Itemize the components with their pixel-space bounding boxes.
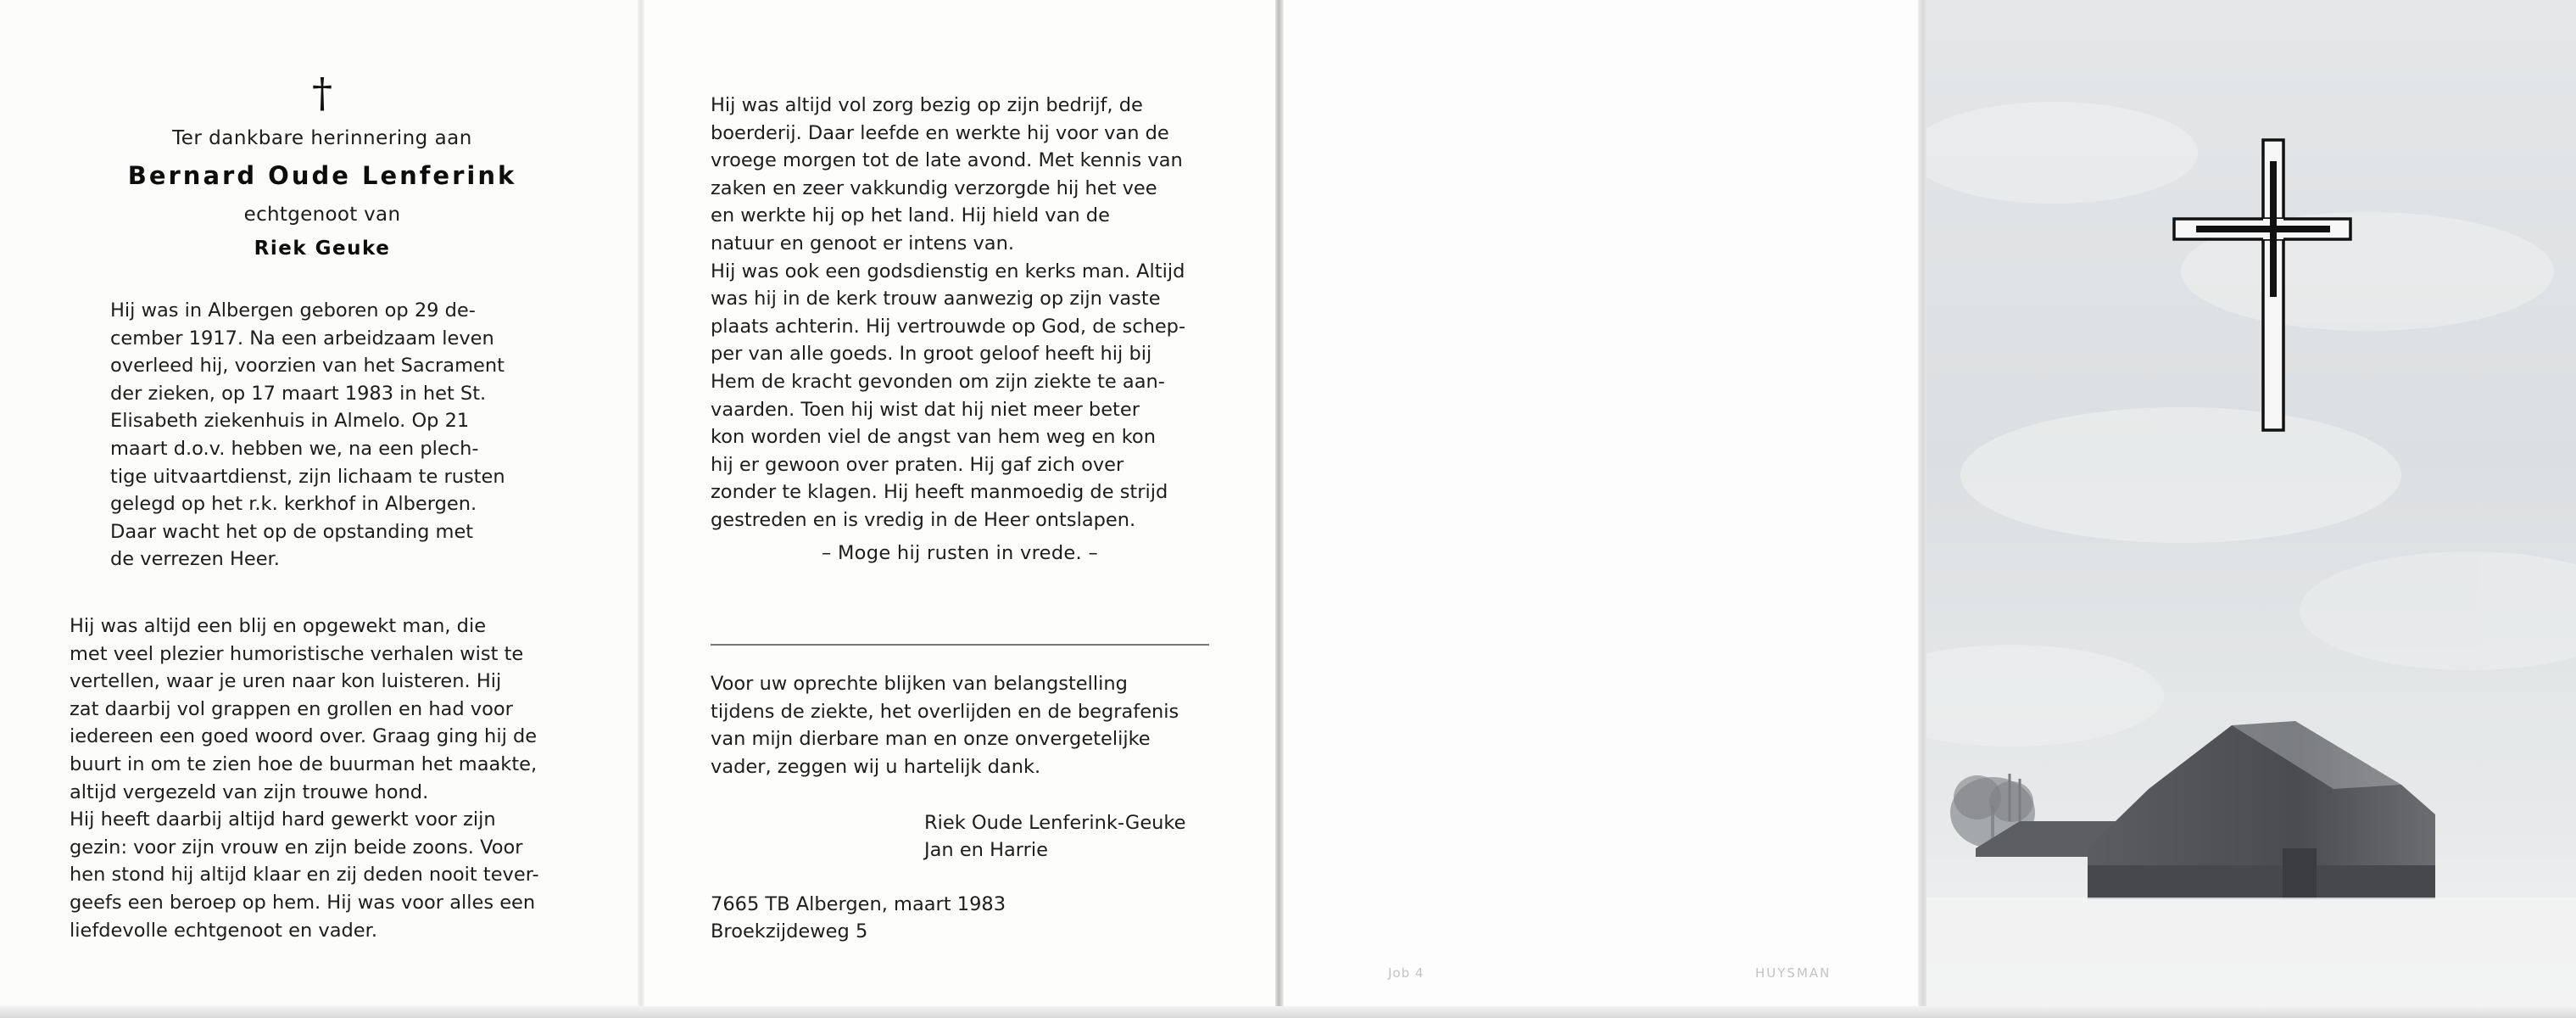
character-text <box>70 612 566 944</box>
biography-text <box>110 297 526 573</box>
text-line: Daar wacht het op de opstanding met <box>110 520 474 543</box>
text-line: buurt in om te zien hoe de buurman het maakte, <box>70 752 538 775</box>
text-line: zonder te klagen. Hij heeft manmoedig de strijd <box>711 481 1168 504</box>
text-line: Hij was in Albergen geboren op 29 de- <box>110 299 476 322</box>
text-line: tige uitvaartdienst, zijn lichaam te rusten <box>110 465 505 488</box>
text-line: der zieken, op 17 maart 1983 in het St. <box>110 382 487 405</box>
front-cover <box>1926 0 2576 1018</box>
back-page <box>1291 0 1926 1018</box>
text-line: gezin: voor zijn vrouw en zijn beide zoons. Voor <box>70 836 523 859</box>
text-line: cember 1917. Na een arbeidzaam leven <box>110 327 494 350</box>
spouse-intro: echtgenoot van <box>243 204 401 226</box>
card-fold <box>1275 0 1284 1018</box>
thanks-text <box>711 670 1209 780</box>
text-line: tijdens de ziekte, het overlijden en de begrafenis <box>711 700 1179 723</box>
text-line: maart d.o.v. hebben we, na een plech- <box>110 437 479 460</box>
text-line: kon worden viel de angst van hem weg en kon <box>711 426 1156 449</box>
closing-prayer: – Moge hij rusten in vrede. – <box>821 542 1099 564</box>
address-line: Broekzijdeweg 5 <box>711 920 868 942</box>
text-line: Hij was altijd vol zorg bezig op zijn bedrijf, de <box>711 94 1143 116</box>
text-line: Hij was ook een godsdienstig en kerks man. Altijd <box>711 260 1185 282</box>
text-line: zaken en zeer vakkundig verzorgde hij het vee <box>711 176 1157 199</box>
text-line: zat daarbij vol grappen en grollen en had voor <box>70 697 513 720</box>
text-line: geefs een beroep op hem. Hij was voor alles een <box>70 891 536 914</box>
text-line: vaarden. Toen hij wist dat hij niet meer beter <box>711 398 1140 421</box>
text-line: Hij heeft daarbij altijd hard gewerkt voor zijn <box>70 808 496 831</box>
text-line: met veel plezier humoristische verhalen wist te <box>70 642 524 665</box>
text-line: iedereen een goed woord over. Graag ging hij de <box>70 725 538 748</box>
text-line: natuur en genoot er intens van. <box>711 232 1015 255</box>
page-gutter <box>638 0 644 1018</box>
signer-name: Riek Oude Lenferink-Geuke <box>924 812 1186 834</box>
farm-photo <box>1926 0 2576 1018</box>
snow-foreground <box>1926 898 2576 1018</box>
text-line: vroege morgen tot de late avond. Met kennis van <box>711 149 1183 172</box>
text-line: vader, zeggen wij u hartelijk dank. <box>711 755 1041 778</box>
left-page <box>0 0 644 1018</box>
scan-edge <box>0 1006 2576 1018</box>
signer-name: Jan en Harrie <box>924 839 1048 861</box>
text-line: hen stond hij altijd klaar en zij deden nooit tever- <box>70 864 539 887</box>
address-line: 7665 TB Albergen, maart 1983 <box>711 893 1006 915</box>
text-line: gestreden en is vredig in de Heer ontslapen. <box>711 508 1136 531</box>
divider-line <box>711 644 1209 646</box>
spouse-name: Riek Geuke <box>254 238 391 260</box>
text-line: plaats achterin. Hij vertrouwde op God, de schep- <box>711 315 1186 338</box>
text-line: van mijn dierbare man en onze onvergetelijke <box>711 728 1151 751</box>
text-line: liefdevolle echtgenoot en vader. <box>70 919 377 942</box>
text-line: en werkte hij op het land. Hij hield van de <box>711 204 1110 227</box>
deceased-name: Bernard Oude Lenferink <box>127 161 517 190</box>
text-line: de verrezen Heer. <box>110 548 280 571</box>
text-line: Hij was altijd een blij en opgewekt man, die <box>70 615 487 637</box>
cross-icon: † <box>312 70 332 117</box>
faith-text <box>711 92 1209 534</box>
text-line: vertellen, waar je uren naar kon luisteren. Hij <box>70 670 502 693</box>
text-line: hij er gewoon over praten. Hij gaf zich over <box>711 453 1124 476</box>
text-line: gelegd op het r.k. kerkhof in Albergen. <box>110 493 477 516</box>
text-line: was hij in de kerk trouw aanwezig op zijn vaste <box>711 288 1161 310</box>
text-line: altijd vergezeld van zijn trouwe hond. <box>70 780 429 803</box>
printer-mark: HUYSMAN <box>1755 965 1832 981</box>
job-mark: Job 4 <box>1388 965 1425 981</box>
text-line: overleed hij, voorzien van het Sacrament <box>110 355 505 378</box>
text-line: per van alle goeds. In groot geloof heeft hij bij <box>711 343 1152 366</box>
text-line: Voor uw oprechte blijken van belangstelling <box>711 673 1128 695</box>
text-line: boerderij. Daar leefde en werkte hij voor van de <box>711 121 1169 144</box>
dedication-line: Ter dankbare herinnering aan <box>172 127 472 149</box>
text-line: Elisabeth ziekenhuis in Almelo. Op 21 <box>110 410 470 433</box>
text-line: Hem de kracht gevonden om zijn ziekte te aan- <box>711 370 1165 393</box>
